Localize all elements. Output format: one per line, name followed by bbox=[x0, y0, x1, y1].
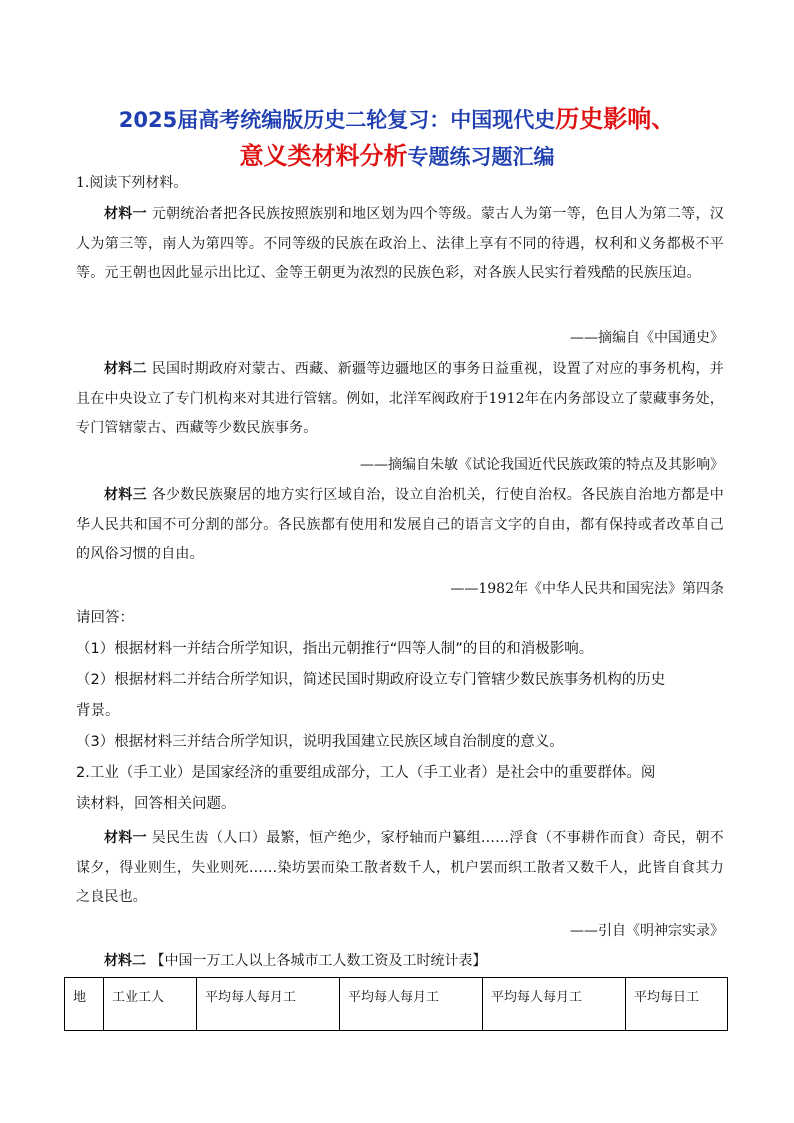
q1-material-1-label: 材料一 bbox=[104, 206, 147, 222]
title-line-1 bbox=[0, 100, 794, 139]
table-header-row bbox=[65, 978, 728, 1031]
q2-material-1 bbox=[76, 824, 724, 913]
q1-intro: 1.阅读下列材料。 bbox=[76, 175, 188, 191]
q2-material-2-label: 材料二 bbox=[104, 953, 146, 969]
q1-material-2 bbox=[76, 355, 724, 444]
q2-material-1-source: ——引自《明神宗实录》 bbox=[570, 923, 724, 939]
q1-material-2-source: ——摘编自朱敏《试论我国近代民族政策的特点及其影响》 bbox=[360, 457, 724, 473]
q2-material-2-heading bbox=[76, 950, 724, 970]
q1-material-2-label: 材料二 bbox=[104, 361, 147, 377]
title-part-3: 意义类材料分析 bbox=[239, 142, 408, 170]
q2-material-1-text: 吴民生齿（人口）最繁，恒产绝少，家杼轴而户纂组……浮食（不事耕作而食）奇民，朝不谋夕，得业则生，失业则死……染坊罢而染工散者数千人，机户罢而织工散者又数千人，此皆自食其力之良民也。 bbox=[76, 830, 724, 905]
table-header-cell: 平均每日工 bbox=[626, 978, 728, 1031]
q1-material-2-text: 民国时期政府对蒙古、西藏、新疆等边疆地区的事务日益重视，设置了对应的事务机构，并且在中央设立了专门机构来对其进行管辖。例如，北洋军阀政府于1912年在内务部设立了蒙藏事务处，专门管辖蒙古、西藏等少数民族事务。 bbox=[76, 361, 724, 436]
table-header-cell: 地 bbox=[65, 978, 104, 1031]
q1-ask: 请回答： bbox=[76, 610, 134, 626]
title-line-2 bbox=[0, 137, 794, 176]
q2-intro-a: 2.工业（手工业）是国家经济的重要组成部分，工人（手工业者）是社会中的重要群体。阅 bbox=[76, 765, 656, 781]
document-title bbox=[0, 100, 794, 176]
table-header-cell: 工业工人 bbox=[104, 978, 197, 1031]
q1-sub-3: （3）根据材料三并结合所学知识，说明我国建立民族区域自治制度的意义。 bbox=[76, 734, 564, 750]
q1-material-1-text: 元朝统治者把各民族按照族别和地区划为四个等级。蒙古人为第一等，色目人为第二等，汉人为第三等，南人为第四等。不同等级的民族在政治上、法律上享有不同的待遇，权利和义务都极不平等。元王朝也因此显示出比辽、金等王朝更为浓烈的民族色彩，对各族人民实行着残酷的民族压迫。 bbox=[76, 206, 724, 281]
q1-material-1 bbox=[76, 200, 724, 289]
table-header-cell: 平均每人每月工 bbox=[197, 978, 340, 1031]
q2-intro-b: 读材料，回答相关问题。 bbox=[76, 796, 236, 812]
q1-sub-1: （1）根据材料一并结合所学知识，指出元朝推行“四等人制”的目的和消极影响。 bbox=[76, 641, 594, 657]
q1-material-3-source: ——1982年《中华人民共和国宪法》第四条 bbox=[450, 581, 724, 597]
q1-questions bbox=[76, 603, 724, 820]
q1-material-3-text: 各少数民族聚居的地方实行区域自治，设立自治机关，行使自治权。各民族自治地方都是中华人民共和国不可分割的部分。各民族都有使用和发展自己的语言文字的自由，都有保持或者改革自己的风俗习惯的自由。 bbox=[76, 487, 724, 562]
wage-table bbox=[64, 977, 728, 1031]
table-header-cell: 平均每人每月工 bbox=[483, 978, 626, 1031]
q1-material-3 bbox=[76, 481, 724, 570]
q2-material-1-label: 材料一 bbox=[104, 830, 147, 846]
q1-sub-2a: （2）根据材料二并结合所学知识，简述民国时期政府设立专门管辖少数民族事务机构的历史 bbox=[76, 672, 666, 688]
q1-material-1-source: ——摘编自《中国通史》 bbox=[570, 330, 724, 346]
title-part-1: 2025届高考统编版历史二轮复习：中国现代史 bbox=[118, 108, 556, 132]
q2-table-title: 【中国一万工人以上各城市工人数工资及工时统计表】 bbox=[150, 953, 487, 969]
table-header-cell: 平均每人每月工 bbox=[340, 978, 483, 1031]
q1-material-3-label: 材料三 bbox=[104, 487, 147, 503]
q1-sub-2b: 背景。 bbox=[76, 703, 120, 719]
title-part-4: 专题练习题汇编 bbox=[407, 145, 555, 169]
title-part-2: 历史影响、 bbox=[555, 105, 676, 133]
